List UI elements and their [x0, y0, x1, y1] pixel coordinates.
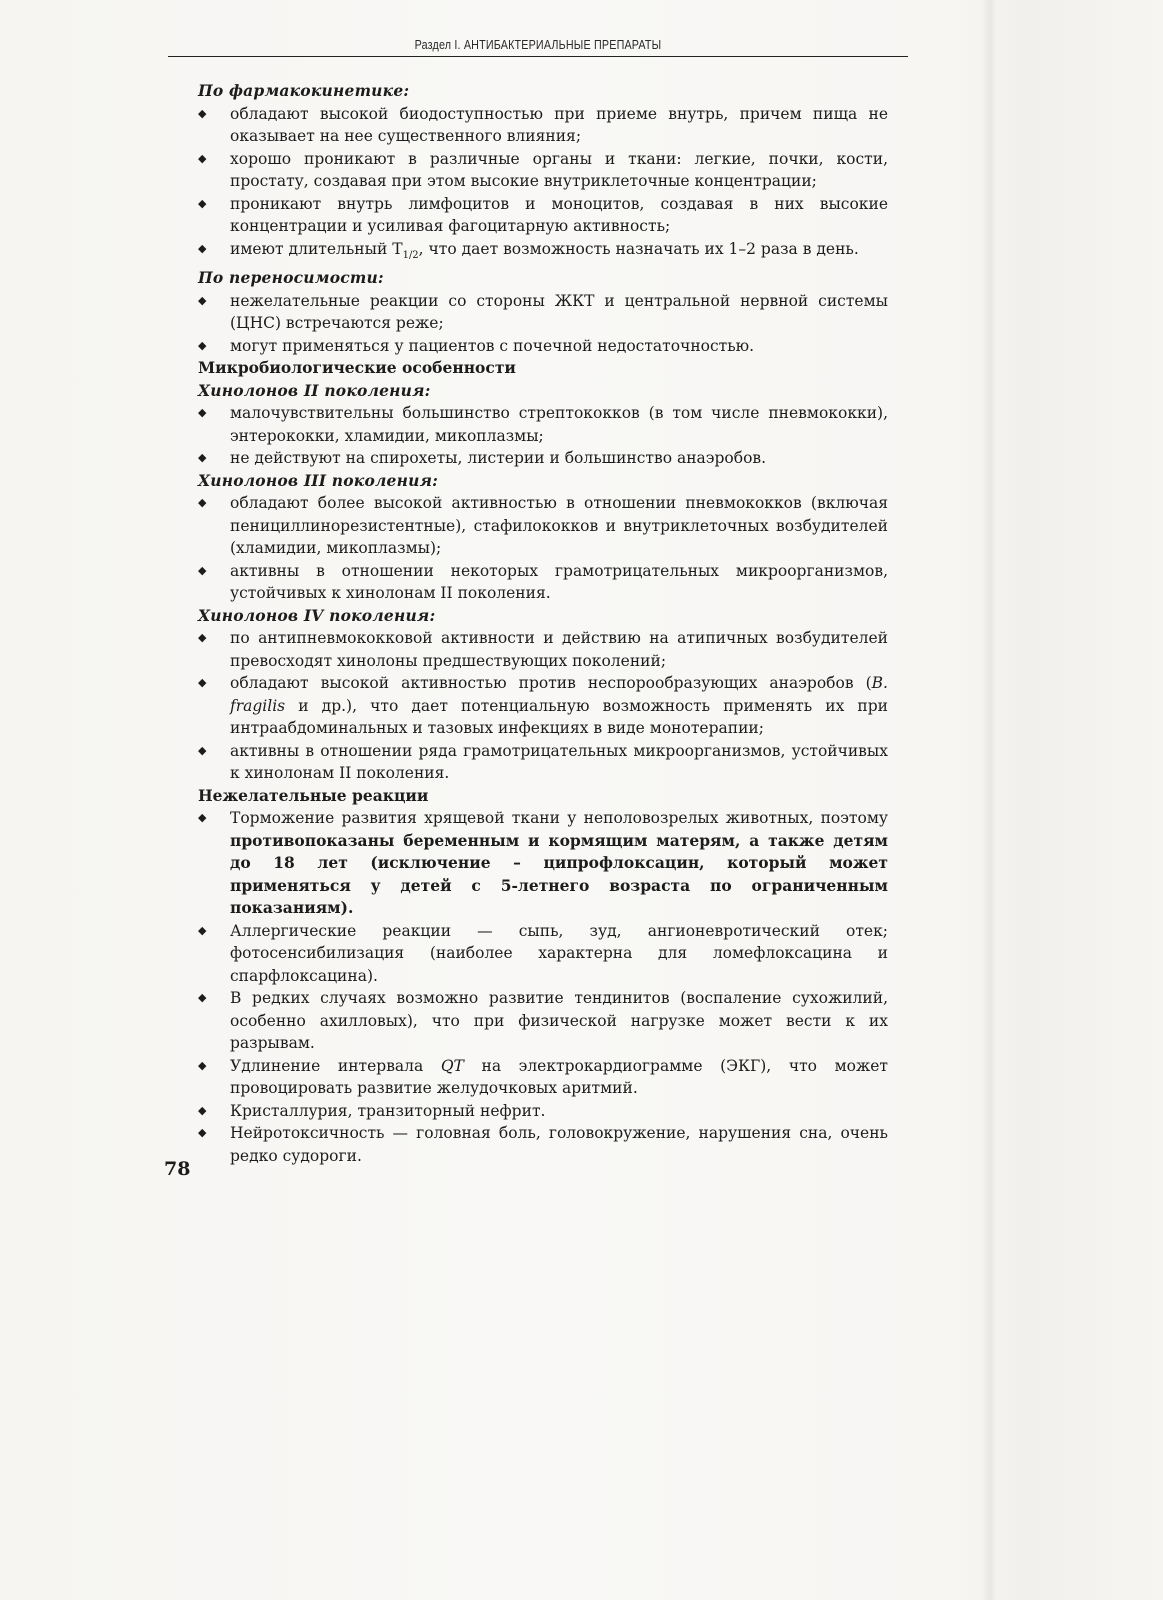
- bullet-icon: [198, 193, 210, 216]
- bullet-icon: [198, 148, 210, 171]
- bullet-icon: [198, 740, 210, 763]
- bullet-icon: [198, 103, 210, 126]
- anaerobes-text: обладают высокой активностью против неспорообразующих анаэробов (: [230, 674, 872, 693]
- contraindication-text: противопоказаны беременным и кормящим матерям, а также детям до 18 лет (исключение – ципрофлоксацин, который может применяться у детей с 5-летнего возраста по ограниченным показаниям).: [230, 830, 888, 918]
- qt-text-rest: на электрокардиограмме (ЭКГ), что может провоцировать развитие желудочковых аритмий.: [230, 1056, 888, 1098]
- list-item: ◆ малочувствительны большинство стрептококков (в том числе пневмококки), энтерококки, хламидии, микоплазмы;: [198, 402, 888, 447]
- bullet-icon: [198, 987, 210, 1010]
- half-life-subscript: 1/2: [402, 249, 419, 261]
- subsection-title-gen3: Хинолонов III поколения:: [198, 470, 439, 490]
- header-rule: [168, 56, 908, 57]
- list-item: ◆ не действуют на спирохеты, листерии и большинство анаэробов.: [198, 447, 888, 470]
- list-item: ◆ активны в отношении некоторых грамотрицательных микроорганизмов, устойчивых к хинолонам II поколения.: [198, 560, 888, 605]
- section-title-adverse: Нежелательные реакции: [198, 785, 429, 805]
- list-item: [198, 238, 888, 268]
- list-item: ◆ обладают более высокой активностью в отношении пневмококков (включая пенициллинорезистентные), стафилококков и внутриклеточных возбудителей (хламидии, микоплазмы);: [198, 492, 888, 560]
- bullet-icon: [198, 920, 210, 943]
- subsection-title-gen2: Хинолонов II поколения:: [198, 380, 431, 400]
- list-item: ◆ могут применяться у пациентов с почечной недостаточностью.: [198, 335, 888, 358]
- bullet-icon: [198, 492, 210, 515]
- bullet-icon: [198, 402, 210, 425]
- section-title-pharmacokinetics: По фармакокинетике:: [198, 81, 410, 100]
- bullet-icon: [198, 627, 210, 650]
- list-item: [198, 1055, 888, 1100]
- half-life-text: имеют длительный Т: [230, 239, 403, 258]
- qt-text: Удлинение интервала: [230, 1056, 441, 1075]
- list-item: [198, 807, 888, 920]
- subsection-title-gen4: Хинолонов IV поколения:: [198, 605, 436, 625]
- section-title-tolerability: По переносимости:: [198, 268, 384, 288]
- page-edge-shadow: [982, 0, 996, 1600]
- list-item: ◆ проникают внутрь лимфоцитов и моноцитов, создавая в них высокие концентрации и усиливая фагоцитарную активность;: [198, 193, 888, 238]
- bullet-icon: [198, 1100, 210, 1123]
- page-body: [198, 80, 888, 1167]
- list-item: ◆ обладают высокой биодоступностью при приеме внутрь, причем пища не оказывает на нее существенного влияния;: [198, 103, 888, 148]
- running-header-text: Раздел I. АНТИБАКТЕРИАЛЬНЫЕ ПРЕПАРАТЫ: [414, 38, 662, 52]
- bullet-icon: [198, 238, 210, 261]
- list-item: ◆ Аллергические реакции — сыпь, зуд, ангионевротический отек; фотосенсибилизация (наиболее характерна для ломефлоксацина и спарфлоксацина).: [198, 920, 888, 988]
- anaerobes-text-rest: и др.), что дает потенциальную возможность применять их при интраабдоминальных и тазовых инфекциях в виде монотерапии;: [230, 696, 888, 738]
- bullet-icon: [198, 290, 210, 313]
- cartilage-text: Торможение развития хрящевой ткани у неполовозрелых животных, поэтому: [230, 809, 888, 828]
- half-life-text-rest: , что дает возможность назначать их 1–2 раза в день.: [418, 239, 859, 258]
- list-item: ◆ Нейротоксичность — головная боль, головокружение, нарушения сна, очень редко судороги.: [198, 1122, 888, 1167]
- bullet-icon: [198, 1122, 210, 1145]
- list-item: ◆ В редких случаях возможно развитие тендинитов (воспаление сухожилий, особенно ахилловых), что при физической нагрузке может вести к их разрывам.: [198, 987, 888, 1055]
- list-item: ◆ хорошо проникают в различные органы и ткани: легкие, почки, кости, простату, создавая при этом высокие внутриклеточные концентрации;: [198, 148, 888, 193]
- list-item: [198, 672, 888, 740]
- running-header: [168, 38, 908, 57]
- species-name: B. fragilis: [230, 674, 888, 715]
- bullet-icon: [198, 335, 210, 358]
- list-item: ◆ активны в отношении ряда грамотрицательных микроорганизмов, устойчивых к хинолонам II поколения.: [198, 740, 888, 785]
- page-number: 78: [164, 1158, 191, 1180]
- list-item: ◆ Кристаллурия, транзиторный нефрит.: [198, 1100, 888, 1123]
- bullet-icon: [198, 447, 210, 470]
- list-item: ◆ по антипневмококковой активности и действию на атипичных возбудителей превосходят хинолоны предшествующих поколений;: [198, 627, 888, 672]
- bullet-icon: [198, 672, 210, 695]
- bullet-icon: [198, 1055, 210, 1078]
- qt-interval: QT: [440, 1056, 464, 1075]
- bullet-icon: [198, 560, 210, 583]
- bullet-icon: [198, 807, 210, 830]
- list-item: ◆ нежелательные реакции со стороны ЖКТ и центральной нервной системы (ЦНС) встречаются реже;: [198, 290, 888, 335]
- section-title-microbiology: Микробиологические особенности: [198, 358, 516, 378]
